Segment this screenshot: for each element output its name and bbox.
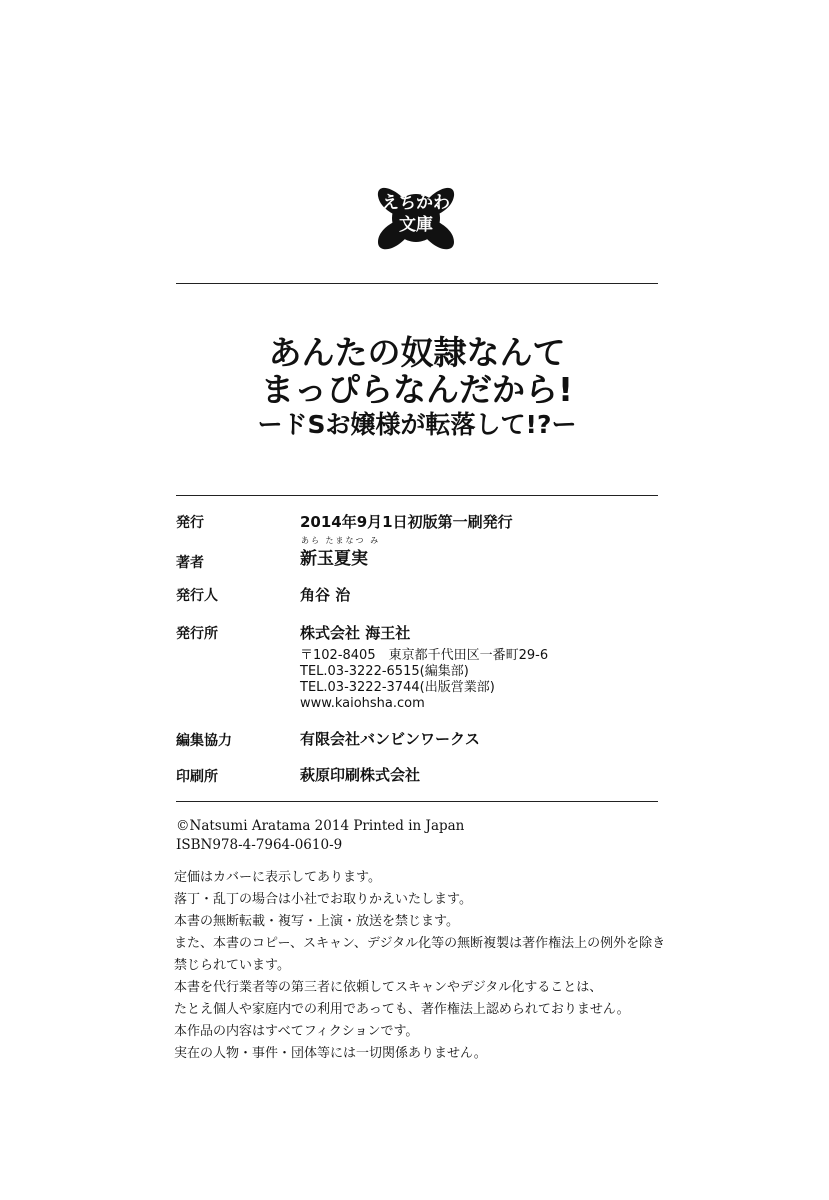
publisher-person-value: 角谷 治 — [300, 586, 351, 604]
publisher-logo — [372, 178, 460, 258]
note-line: 本書の無断転載・複写・上演・放送を禁じます。 — [174, 914, 459, 929]
publisher-address: 〒102-8405 東京都千代田区一番町29-6 — [300, 648, 549, 663]
note-line: 本作品の内容はすべてフィクションです。 — [174, 1024, 419, 1039]
issued-label: 発行 — [176, 515, 204, 531]
book-subtitle: ードSお嬢様が転落して!?ー — [257, 410, 577, 439]
publisher-tel-sales: TEL.03-3222-3744(出版営業部) — [300, 680, 495, 695]
note-line: 禁じられています。 — [174, 958, 290, 973]
printer-label: 印刷所 — [176, 769, 218, 785]
note-line: 本書を代行業者等の第三者に依頼してスキャンやデジタル化することは、 — [174, 980, 603, 995]
note-line: 定価はカバーに表示してあります。 — [174, 870, 381, 885]
publisher-website: www.kaiohsha.com — [300, 696, 425, 711]
editing-value: 有限会社バンビンワークス — [300, 730, 480, 748]
book-title-line-2: まっぴらなんだから! — [260, 370, 574, 409]
issued-value: 2014年9月1日初版第一刷発行 — [300, 513, 513, 531]
copyright-line: ©Natsumi Aratama 2014 Printed in Japan — [176, 818, 465, 834]
publisher-value: 株式会社 海王社 — [300, 624, 411, 642]
divider-top — [176, 283, 658, 284]
logo-line-1: えちかわ — [382, 193, 450, 213]
book-title-line-1: あんたの奴隷なんて — [268, 333, 566, 372]
publisher-person-label: 発行人 — [176, 588, 218, 604]
note-line: たとえ個人や家庭内での利用であっても、著作権法上認められておりません。 — [174, 1002, 630, 1017]
author-label: 著者 — [176, 555, 204, 571]
note-line: 落丁・乱丁の場合は小社でお取りかえいたします。 — [174, 892, 472, 907]
editing-label: 編集協力 — [176, 733, 232, 749]
author-value: 新玉夏実 — [300, 549, 368, 569]
publisher-tel-editorial: TEL.03-3222-6515(編集部) — [300, 664, 469, 679]
divider-middle — [176, 495, 658, 496]
publisher-label: 発行所 — [176, 626, 218, 642]
logo-line-2: 文庫 — [399, 215, 433, 235]
isbn: ISBN978-4-7964-0610-9 — [176, 837, 343, 853]
note-line: 実在の人物・事件・団体等には一切関係ありません。 — [174, 1046, 487, 1061]
divider-bottom — [176, 801, 658, 802]
note-line: また、本書のコピー、スキャン、デジタル化等の無断複製は著作権法上の例外を除き — [174, 936, 666, 951]
printer-value: 萩原印刷株式会社 — [300, 766, 421, 784]
author-ruby: あら たまなつ み — [301, 536, 381, 545]
